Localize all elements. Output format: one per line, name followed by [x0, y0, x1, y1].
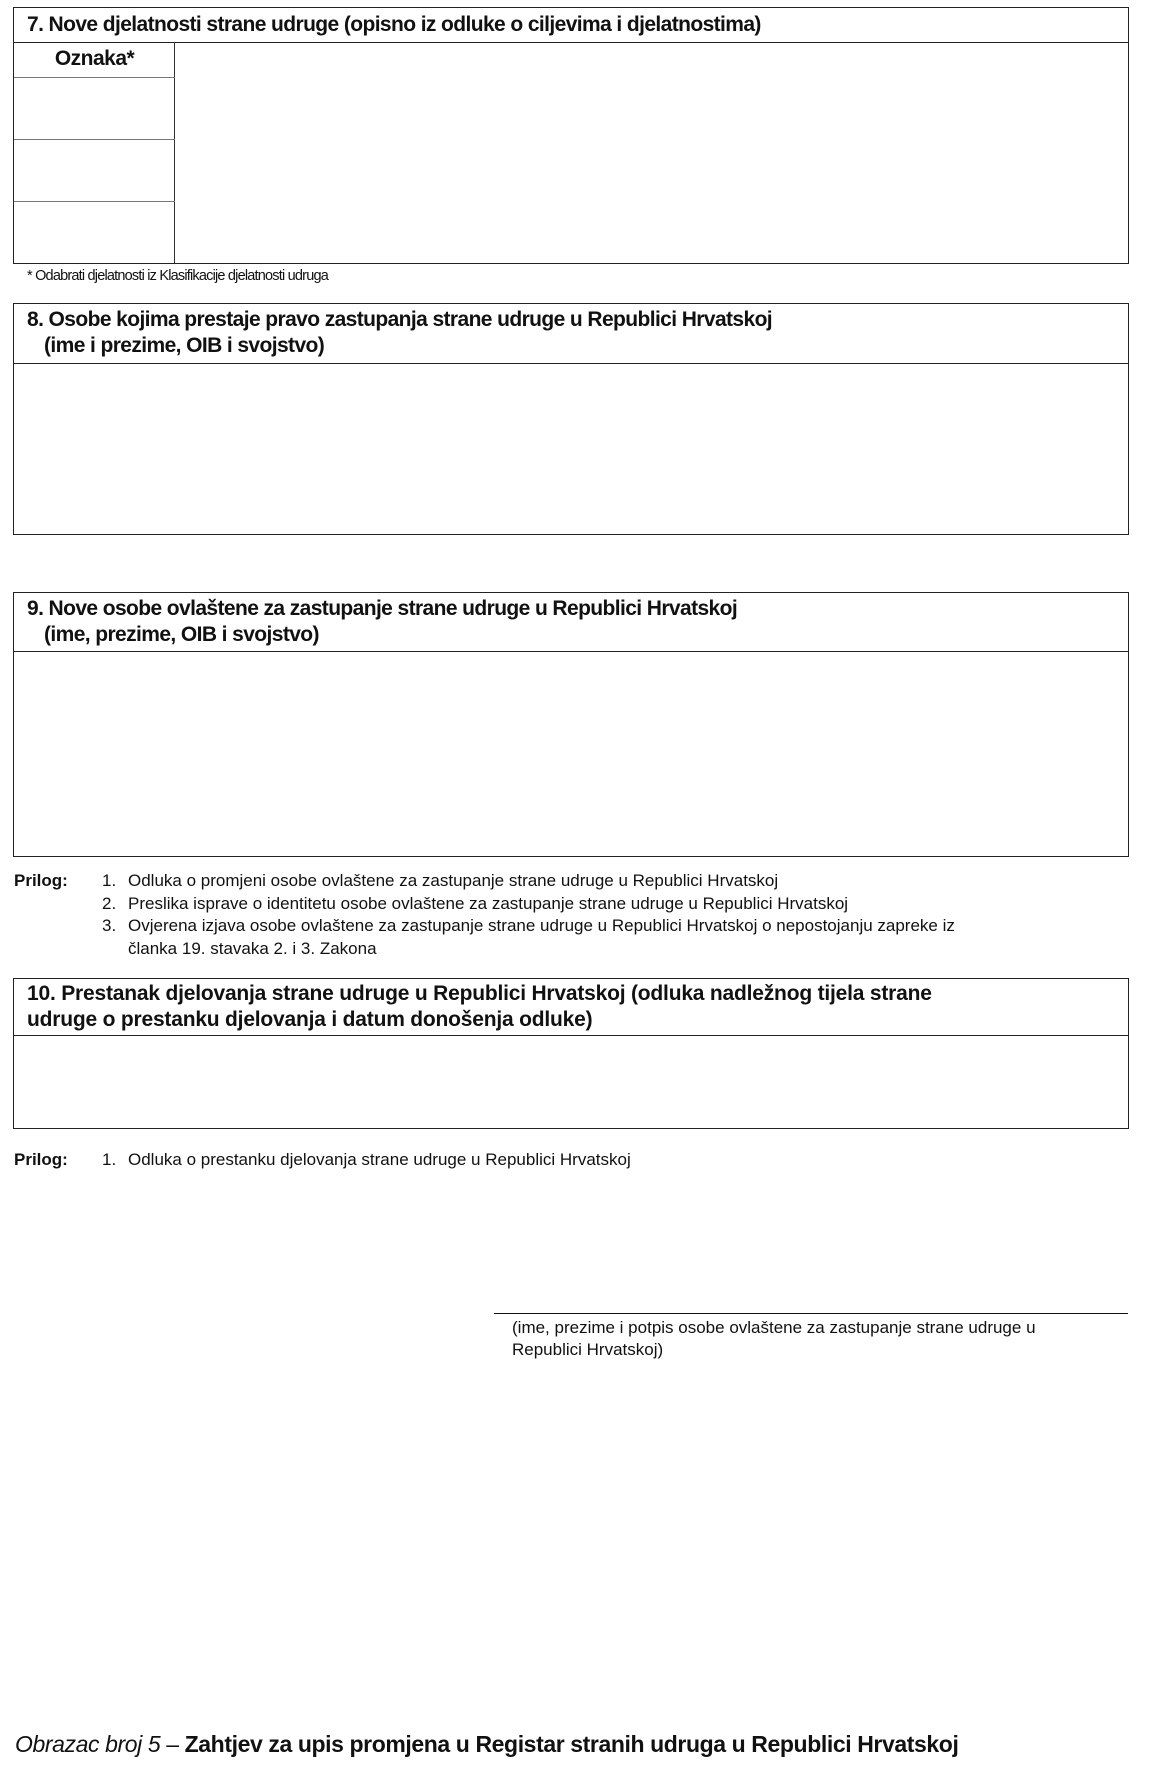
signature-caption-line2: Republici Hrvatskoj) — [512, 1340, 664, 1359]
section-10-title-line2: udruge o prestanku djelovanja i datum donošenja odluke) — [27, 1008, 593, 1031]
attachment-number: 1. — [102, 1150, 117, 1169]
attachment-number: 3. — [102, 916, 117, 935]
section-10-box — [13, 978, 1129, 1129]
section-10-input-area[interactable] — [14, 1036, 1128, 1128]
section-8-input-area[interactable] — [14, 364, 1128, 534]
section-9-attachments — [14, 870, 1134, 970]
form-title: Zahtjev za upis promjena u Registar stranih udruga u Republici Hrvatskoj — [184, 1731, 959, 1757]
section-7-title-text: 7. Nove djelatnosti strane udruge (opisno iz odluke o ciljevima i djelatnostima) — [27, 13, 761, 36]
section-9-title — [14, 593, 1128, 652]
signature-caption-line1: (ime, prezime i potpis osobe ovlaštene za zastupanje strane udruge u — [512, 1318, 1036, 1337]
section-7-box — [13, 7, 1129, 264]
form-number: Obrazac broj 5 — [15, 1731, 161, 1757]
attachment-text: Odluka o prestanku djelovanja strane udruge u Republici Hrvatskoj — [128, 1150, 631, 1169]
attachment-item — [102, 1149, 631, 1172]
page-footer — [15, 1731, 958, 1758]
signature-line[interactable] — [494, 1313, 1128, 1314]
section-8-title — [14, 304, 1128, 364]
attachment-item — [102, 870, 778, 893]
attachments-label: Prilog: — [14, 1150, 68, 1169]
attachment-item-continuation — [102, 938, 377, 961]
section-7-footnote: * Odabrati djelatnosti iz Klasifikacije djelatnosti udruga — [27, 268, 328, 284]
footer-separator: – — [160, 1731, 185, 1757]
section-10-title-line1: 10. Prestanak djelovanja strane udruge u Republici Hrvatskoj (odluka nadležnog tijela strane — [27, 982, 932, 1005]
section-7-title — [14, 8, 1128, 43]
attachment-item — [102, 915, 955, 938]
section-9-input-area[interactable] — [14, 652, 1128, 856]
attachments-label: Prilog: — [14, 871, 68, 890]
oznaka-cell-3[interactable] — [14, 202, 175, 264]
attachment-text: Odluka o promjeni osobe ovlaštene za zastupanje strane udruge u Republici Hrvatskoj — [128, 871, 779, 890]
attachment-text: članka 19. stavaka 2. i 3. Zakona — [128, 938, 377, 958]
attachment-item — [102, 893, 848, 916]
oznaka-cell-1[interactable] — [14, 78, 175, 140]
attachment-number: 2. — [102, 893, 117, 913]
section-9-title-line1: 9. Nove osobe ovlaštene za zastupanje strane udruge u Republici Hrvatskoj — [27, 597, 738, 620]
section-9-box — [13, 592, 1129, 857]
oznaka-header: Oznaka* — [14, 42, 175, 78]
section-8-box — [13, 303, 1129, 535]
section-8-title-line2: (ime i prezime, OIB i svojstvo) — [44, 334, 325, 357]
signature-caption — [512, 1317, 1132, 1361]
attachment-number: 1. — [102, 871, 117, 890]
section-8-title-line1: 8. Osobe kojima prestaje pravo zastupanja strane udruge u Republici Hrvatskoj — [27, 308, 773, 331]
section-10-title — [14, 979, 1128, 1036]
activities-description-field[interactable] — [175, 42, 1128, 263]
section-9-title-line2: (ime, prezime, OIB i svojstvo) — [44, 623, 319, 646]
attachment-text: Ovjerena izjava osobe ovlaštene za zastupanje strane udruge u Republici Hrvatskoj o nepostojanju zapreke iz — [128, 916, 955, 935]
section-7-table — [14, 42, 1128, 263]
oznaka-cell-2[interactable] — [14, 140, 175, 202]
section-10-attachments — [14, 1149, 1134, 1175]
attachment-text: Preslika isprave o identitetu osobe ovlaštene za zastupanje strane udruge u Republici Hrvatskoj — [128, 893, 849, 913]
